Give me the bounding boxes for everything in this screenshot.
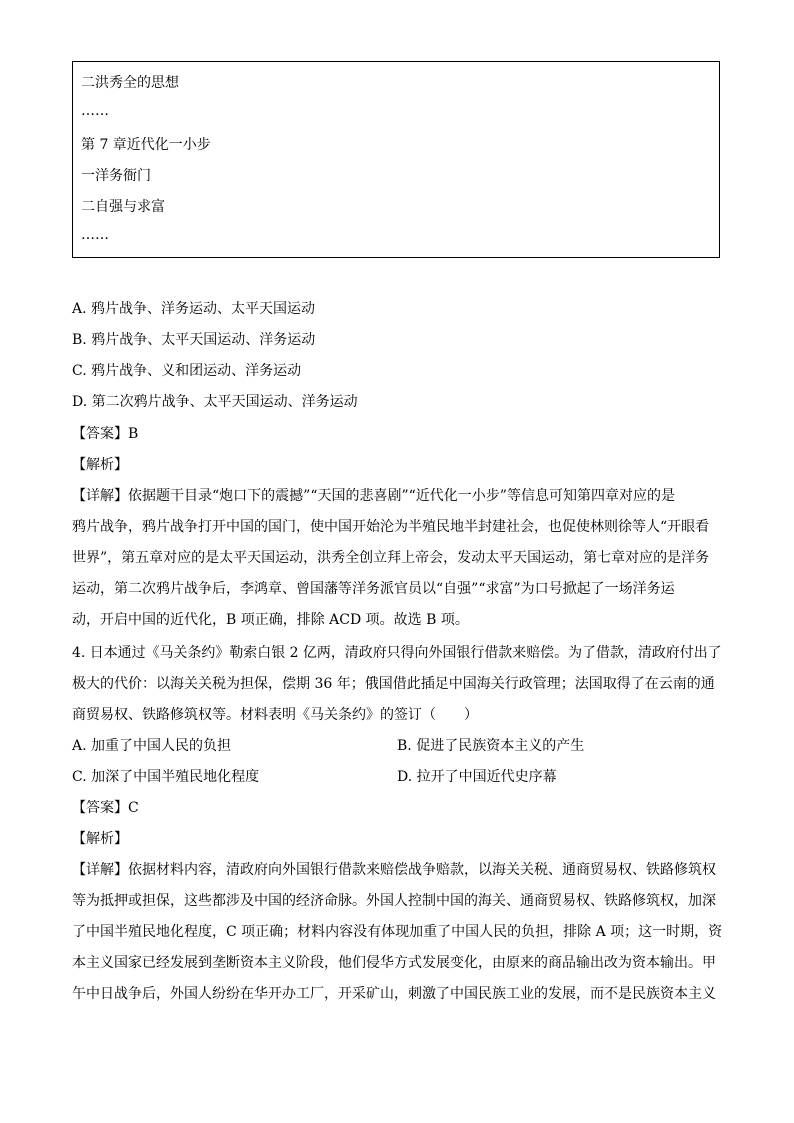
q3-detail-line: 世界”，第五章对应的是太平天国运动，洪秀全创立拜上帝会，发动太平天国运动，第七章对应的是洋务 — [72, 550, 710, 566]
material-line: 二洪秀全的思想 — [81, 75, 179, 91]
q4-option-d: D. 拉开了中国近代史序幕 — [397, 769, 557, 785]
q3-option-d: D. 第二次鸦片战争、太平天国运动、洋务运动 — [72, 394, 358, 410]
material-line: …… — [81, 227, 109, 243]
q4-stem-line: 极大的代价：以海关关税为担保，偿期 36 年；俄国借此插足中国海关行政管理；法国取得了在云南的通 — [72, 676, 715, 692]
material-line: 二自强与求富 — [81, 199, 165, 215]
q3-detail-line: 鸦片战争，鸦片战争打开中国的国门，使中国开始沦为半殖民地半封建社会，也促使林则徐等人“开眼看 — [72, 519, 710, 535]
q4-stem-line: 商贸易权、铁路修筑权等。材料表明《马关条约》的签订（ ） — [72, 707, 478, 723]
q4-option-b: B. 促进了民族资本主义的产生 — [397, 738, 585, 754]
q4-detail-line: 午中日战争后，外国人纷纷在华开办工厂，开采矿山，刺激了中国民族工业的发展，而不是民族资本主义 — [72, 986, 716, 1002]
q4-stem-line: 4. 日本通过《马关条约》勒索白银 2 亿两，清政府只得向外国银行借款来赔偿。为了借款，清政府付出了 — [72, 645, 722, 661]
material-line: 第 7 章近代化一小步 — [81, 137, 211, 153]
q3-answer: 【答案】B — [72, 426, 139, 442]
q3-option-c: C. 鸦片战争、义和团运动、洋务运动 — [72, 363, 302, 379]
q4-detail-line: 了中国半殖民地化程度，C 项正确；材料内容没有体现加重了中国人民的负担，排除 A 项；这一时期，资 — [72, 924, 723, 940]
q3-detail-line: 运动，第二次鸦片战争后，李鸿章、曾国藩等洋务派官员以“自强”“求富”为口号掀起了一场洋务运 — [72, 581, 675, 597]
material-box — [72, 61, 720, 258]
material-line: …… — [81, 103, 109, 119]
q4-detail-line: 等为抵押或担保，这些都涉及中国的经济命脉。外国人控制中国的海关、通商贸易权、铁路修筑权，加深 — [72, 893, 716, 909]
q4-option-c: C. 加深了中国半殖民地化程度 — [72, 769, 260, 785]
q4-answer: 【答案】C — [72, 800, 139, 816]
q3-detail-line: 【详解】依据题干目录“炮口下的震撼”“天国的悲喜剧”“近代化一小步”等信息可知第四章对应的是 — [72, 488, 675, 504]
q3-option-a: A. 鸦片战争、洋务运动、太平天国运动 — [72, 301, 316, 317]
q4-option-a: A. 加重了中国人民的负担 — [72, 738, 232, 754]
q4-analysis-label: 【解析】 — [72, 831, 128, 847]
q3-detail-line: 动，开启中国的近代化，B 项正确，排除 ACD 项。故选 B 项。 — [72, 612, 469, 628]
q3-analysis-label: 【解析】 — [72, 457, 128, 473]
material-line: 一洋务衙门 — [81, 168, 151, 184]
q4-detail-line: 【详解】依据材料内容，清政府向外国银行借款来赔偿战争赔款，以海关关税、通商贸易权、铁路修筑权 — [72, 862, 716, 878]
q3-option-b: B. 鸦片战争、太平天国运动、洋务运动 — [72, 332, 316, 348]
q4-detail-line: 本主义国家已经发展到垄断资本主义阶段，他们侵华方式发展变化，由原来的商品输出改为资本输出。甲 — [72, 955, 716, 971]
